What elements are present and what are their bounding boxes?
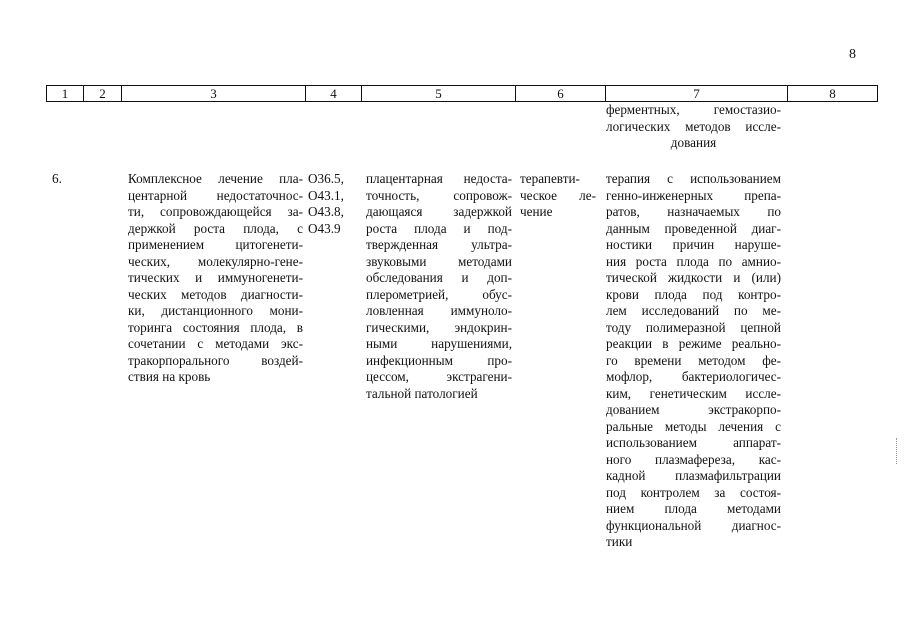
text-line: генно-инженерных препа- [606,187,781,203]
column-number-header [46,85,878,102]
header-col-7: 7 [606,86,788,102]
text-line: тальной патологией [366,385,478,401]
patient-model-text [366,171,512,402]
continuation-treatment-text [606,102,781,152]
text-line: реакции в режиме реально- [606,336,781,351]
text-line: плерометрией, обус- [366,286,512,302]
text-line: держкой роста плода, с [128,220,303,236]
text-line: ческое ле- [520,187,596,203]
text-line: кадной плазмафильтрации [606,468,781,483]
text-line: ральные методы лечения с [606,418,781,434]
text-line: нием плода методами [606,501,781,516]
treatment-method-text [606,171,781,551]
text-line: гическими, эндокрин- [366,319,512,335]
text-line: торинга состояния плода, в [128,319,303,335]
text-line: Комплексное лечение пла- [128,171,303,186]
icd-codes [308,171,358,237]
text-line: ствия на кровь [128,369,211,384]
text-line: ния роста плода по амнио- [606,253,781,269]
treatment-type-text [520,171,596,221]
text-line: терапия с использованием [606,171,781,186]
text-line: терапевти- [520,171,580,186]
text-line: применением цитогенети- [128,237,303,252]
text-line: обследования и доп- [366,270,512,285]
text-line: дающаяся задержкой [366,204,512,219]
text-line: под контролем за состоя- [606,484,781,500]
text-line: дования [670,135,717,150]
text-line: ти, сопровождающейся за- [128,204,303,219]
text-line: ного плазмафереза, кас- [606,451,781,467]
text-line: тики [606,534,633,549]
page-number: 8 [849,47,856,62]
text-line: ческих, молекулярно-гене- [128,253,303,269]
header-col-6: 6 [516,86,606,102]
text-line: ностики причин наруше- [606,237,781,252]
text-line: мофлор, бактериологичес- [606,369,781,384]
icd-code: O43.1, [308,187,344,203]
text-line: ными нарушениями, [366,336,512,351]
text-line: чение [520,204,553,219]
text-line: цессом, экстрагени- [366,369,512,384]
row-number: 6. [52,171,62,186]
text-line: го времени методом фе- [606,352,781,368]
text-line: твержденная ультра- [366,237,512,252]
text-line: логических методов иссле- [606,118,781,134]
header-col-4: 4 [306,86,362,102]
text-line: роста плода и под- [366,220,512,236]
text-line: данным проведенной диаг- [606,220,781,236]
text-line: ки, дистанционного мони- [128,303,303,318]
text-line: точность, сопровож- [366,187,512,203]
text-line: использованием аппарат- [606,435,781,450]
icd-code: O43.8, [308,204,344,219]
text-line: инфекционным про- [366,352,512,368]
icd-code: O36.5, [308,171,344,186]
text-line: ферментных, гемостазио- [606,102,781,117]
service-name-text [128,171,303,386]
text-line: ким, генетическим иссле- [606,385,781,401]
header-col-2: 2 [84,86,122,102]
text-line: тической жидкости и (или) [606,270,781,285]
text-line: ратов, назначаемых по [606,204,781,219]
text-line: тракорпорального воздей- [128,352,303,368]
header-col-1: 1 [47,86,84,102]
header-col-3: 3 [122,86,306,102]
text-line: звуковыми методами [366,253,512,269]
header-col-5: 5 [362,86,516,102]
scan-artifact-mark [896,438,899,464]
text-line: плацентарная недоста- [366,171,512,186]
text-line: ческих методов диагности- [128,286,303,302]
text-line: функциональной диагнос- [606,517,781,533]
text-line: сочетании с методами экс- [128,336,303,351]
header-col-8: 8 [788,86,878,102]
text-line: крови плода под контро- [606,286,781,302]
icd-code: O43.9 [308,220,341,236]
text-line: тоду полимеразной цепной [606,319,781,335]
text-line: центарной недостаточнос- [128,187,303,203]
text-line: лем исследований по ме- [606,303,781,318]
text-line: ловленная иммуноло- [366,303,512,318]
text-line: тических и иммуногенети- [128,270,303,285]
text-line: дованием экстракорпо- [606,402,781,417]
